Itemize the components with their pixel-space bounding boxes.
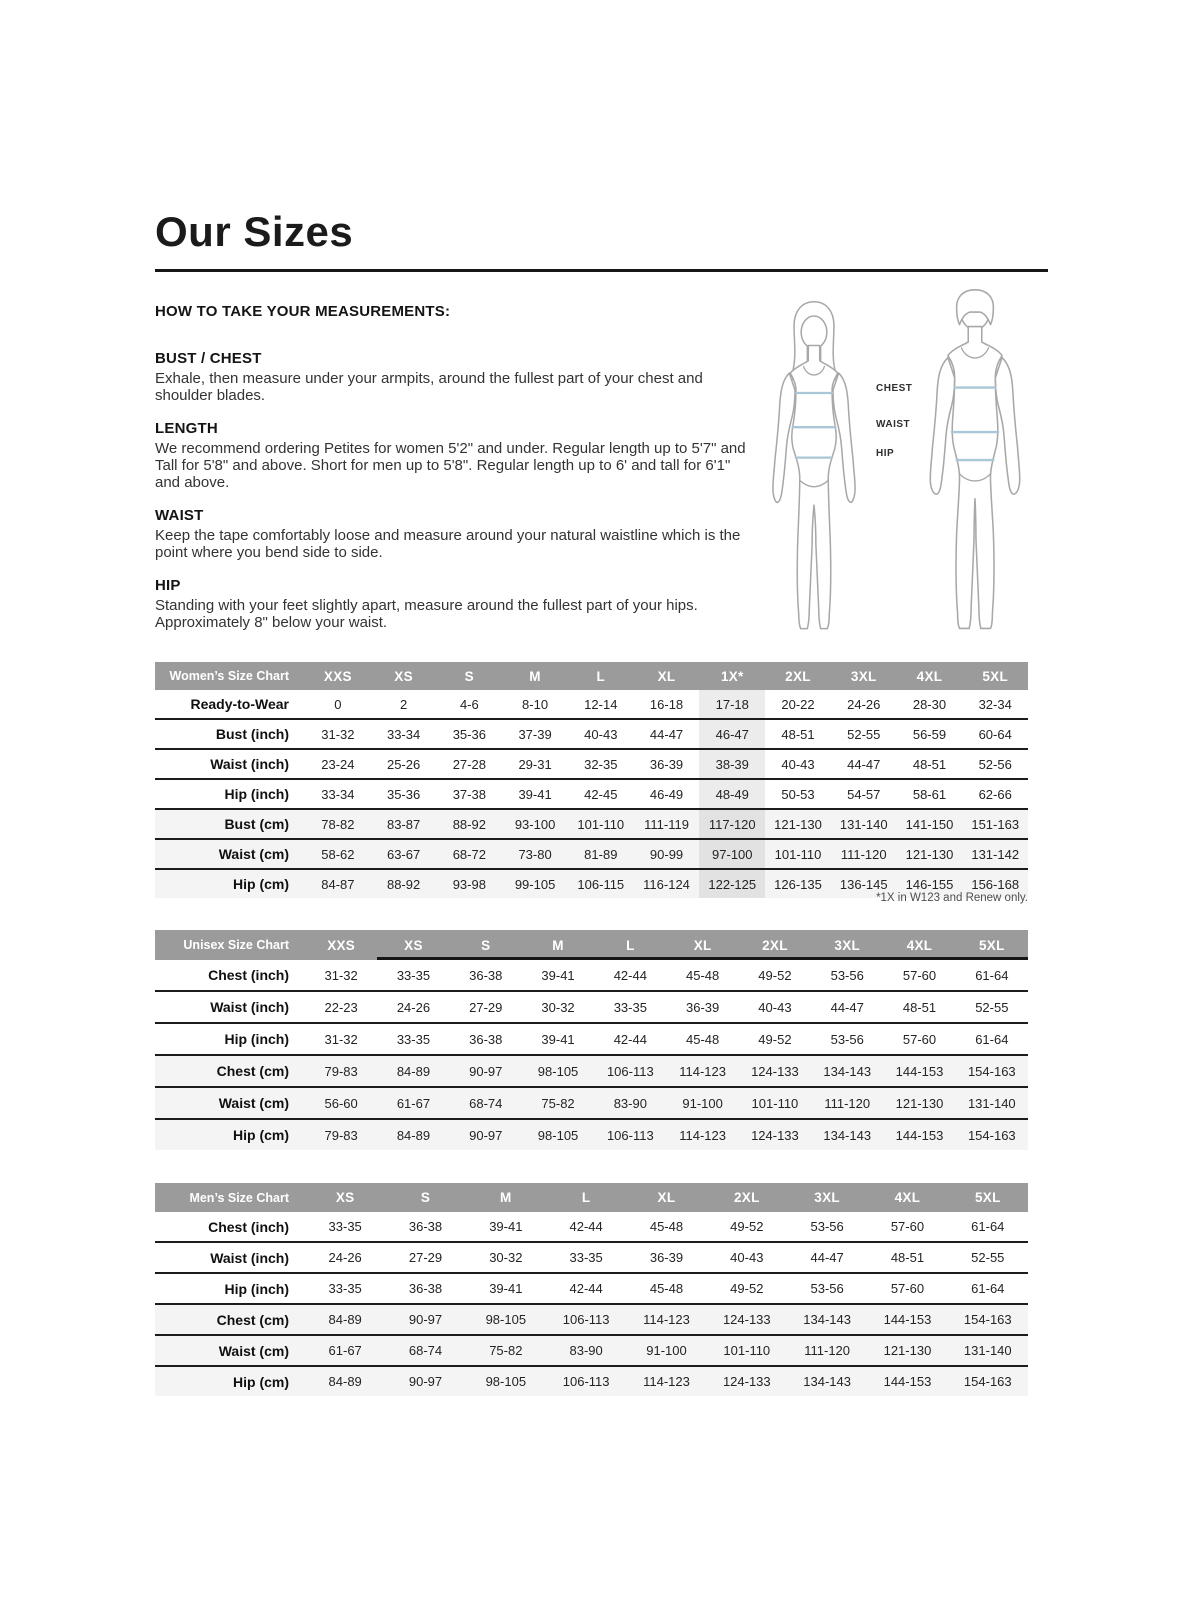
table-row bbox=[155, 780, 1028, 810]
column-header: 3XL bbox=[814, 1190, 840, 1205]
table-cell: 106-115 bbox=[568, 870, 634, 898]
table-cell: 36-38 bbox=[408, 1219, 443, 1234]
table-cell: 39-41 bbox=[541, 1031, 575, 1047]
table-cell: 52-55 bbox=[975, 999, 1009, 1015]
table-cell: 114-123 bbox=[666, 1056, 738, 1086]
table-cell: 33-35 bbox=[569, 1250, 603, 1265]
table-cell: 57-60 bbox=[902, 1031, 937, 1047]
table-cell: 90-99 bbox=[634, 840, 700, 868]
table-cell: 91-100 bbox=[626, 1336, 706, 1365]
table-cell: 39-41 bbox=[518, 786, 552, 802]
table-cell: 93-98 bbox=[436, 870, 502, 898]
table-cell: 45-48 bbox=[649, 1281, 684, 1296]
table-title: Unisex Size Chart bbox=[183, 938, 289, 952]
section-body: Standing with your feet slightly apart, measure around the fullest part of your hips. Approximately 8" below your waist. bbox=[155, 597, 698, 631]
table-cell: 154-163 bbox=[956, 1056, 1028, 1086]
table-cell: 31-32 bbox=[324, 967, 358, 983]
table-cell: 134-143 bbox=[787, 1305, 867, 1334]
table-cell: 52-55 bbox=[971, 1250, 1005, 1265]
row-label: Hip (cm) bbox=[155, 1367, 305, 1396]
table-cell: 98-105 bbox=[466, 1305, 546, 1334]
table-cell: 134-143 bbox=[787, 1367, 867, 1396]
table-cell: 40-43 bbox=[584, 726, 618, 742]
womens-table-footnote: *1X in W123 and Renew only. bbox=[876, 892, 1028, 904]
row-label: Waist (cm) bbox=[155, 840, 305, 868]
table-cell: 42-44 bbox=[613, 1031, 647, 1047]
table-cell: 134-143 bbox=[811, 1120, 883, 1150]
column-header: 5XL bbox=[956, 930, 1028, 960]
table-row bbox=[155, 1305, 1028, 1336]
column-header: S bbox=[420, 1190, 431, 1205]
table-cell: 79-83 bbox=[305, 1120, 377, 1150]
table-cell: 61-67 bbox=[377, 1088, 449, 1118]
table-cell: 98-105 bbox=[522, 1056, 594, 1086]
row-label: Hip (inch) bbox=[224, 786, 289, 802]
table-row bbox=[155, 1120, 1028, 1150]
table-cell: 98-105 bbox=[522, 1120, 594, 1150]
table-cell: 90-97 bbox=[385, 1305, 465, 1334]
row-label: Waist (cm) bbox=[155, 1088, 305, 1118]
table-cell: 121-130 bbox=[897, 840, 963, 868]
column-header: 2XL bbox=[785, 668, 811, 684]
column-header: L bbox=[596, 668, 606, 684]
table-cell: 60-64 bbox=[978, 726, 1012, 742]
table-cell: 33-35 bbox=[328, 1219, 362, 1234]
table-cell: 50-53 bbox=[781, 786, 815, 802]
man-figure-illustration bbox=[912, 284, 1038, 642]
row-label: Waist (cm) bbox=[155, 1336, 305, 1365]
table-cell: 88-92 bbox=[371, 870, 437, 898]
table-cell: 68-74 bbox=[450, 1088, 522, 1118]
column-header: XL bbox=[657, 668, 676, 684]
table-cell: 144-153 bbox=[867, 1367, 947, 1396]
row-label: Bust (cm) bbox=[155, 810, 305, 838]
instructions-heading: HOW TO TAKE YOUR MEASUREMENTS: bbox=[155, 303, 451, 320]
table-cell: 61-64 bbox=[975, 1031, 1009, 1047]
table-cell: 90-97 bbox=[450, 1056, 522, 1086]
table-cell: 131-140 bbox=[956, 1088, 1028, 1118]
table-cell: 114-123 bbox=[626, 1367, 706, 1396]
table-cell: 88-92 bbox=[436, 810, 502, 838]
table-cell: 52-56 bbox=[978, 756, 1012, 772]
table-cell: 40-43 bbox=[781, 756, 815, 772]
table-cell: 37-39 bbox=[518, 726, 552, 742]
column-header: 5XL bbox=[974, 1190, 1001, 1205]
table-cell: 27-28 bbox=[452, 756, 486, 772]
table-cell: 46-47 bbox=[699, 720, 765, 748]
table-cell: 29-31 bbox=[518, 756, 552, 772]
table-cell: 83-90 bbox=[546, 1336, 626, 1365]
column-header: XXS bbox=[327, 937, 356, 953]
table-cell: 32-34 bbox=[978, 696, 1012, 712]
table-cell: 37-38 bbox=[452, 786, 486, 802]
table-cell: 32-35 bbox=[584, 756, 618, 772]
table-cell: 121-130 bbox=[867, 1336, 947, 1365]
table-cell: 24-26 bbox=[396, 999, 431, 1015]
table-title: Men’s Size Chart bbox=[189, 1190, 289, 1205]
table-cell: 122-125 bbox=[699, 870, 765, 898]
table-cell: 44-47 bbox=[810, 1250, 844, 1265]
table-cell: 156-168 bbox=[962, 870, 1028, 898]
table-cell: 73-80 bbox=[502, 840, 568, 868]
table-cell: 35-36 bbox=[452, 726, 486, 742]
table-cell: 36-38 bbox=[469, 967, 503, 983]
waist-measure-label: WAIST bbox=[876, 419, 911, 430]
table-cell: 54-57 bbox=[847, 786, 881, 802]
table-cell: 90-97 bbox=[385, 1367, 465, 1396]
row-label: Chest (cm) bbox=[155, 1056, 305, 1086]
table-cell: 48-51 bbox=[781, 726, 815, 742]
table-header-row bbox=[155, 930, 1028, 960]
column-header: XS bbox=[394, 668, 413, 684]
table-cell: 44-47 bbox=[649, 726, 684, 742]
table-cell: 25-26 bbox=[386, 756, 421, 772]
table-cell: 114-123 bbox=[626, 1305, 706, 1334]
table-row bbox=[155, 810, 1028, 840]
table-cell: 131-140 bbox=[831, 810, 897, 838]
column-header: M bbox=[522, 930, 594, 960]
table-row bbox=[155, 840, 1028, 870]
table-cell: 106-113 bbox=[546, 1367, 626, 1396]
table-cell: 57-60 bbox=[890, 1219, 925, 1234]
section-bust-chest bbox=[155, 350, 755, 404]
table-cell: 48-51 bbox=[890, 1250, 925, 1265]
column-header: S bbox=[464, 668, 474, 684]
table-cell: 131-142 bbox=[962, 840, 1028, 868]
table-cell: 106-113 bbox=[594, 1056, 666, 1086]
table-cell: 114-123 bbox=[666, 1120, 738, 1150]
table-cell: 4-6 bbox=[459, 696, 479, 712]
row-label: Chest (inch) bbox=[208, 967, 289, 983]
section-body: Keep the tape comfortably loose and measure around your natural waistline which is the point where you bend side to side. bbox=[155, 527, 741, 561]
table-cell: 124-133 bbox=[707, 1367, 787, 1396]
row-label: Hip (inch) bbox=[224, 1031, 289, 1047]
column-header: XXS bbox=[323, 668, 352, 684]
table-cell: 84-89 bbox=[377, 1120, 449, 1150]
section-length bbox=[155, 420, 755, 491]
table-cell: 144-153 bbox=[883, 1120, 955, 1150]
table-cell: 36-39 bbox=[649, 756, 684, 772]
table-cell: 36-39 bbox=[686, 999, 720, 1015]
chest-measure-label: CHEST bbox=[876, 383, 913, 394]
table-cell: 45-48 bbox=[649, 1219, 684, 1234]
table-cell: 154-163 bbox=[948, 1305, 1028, 1334]
measurement-instructions bbox=[155, 303, 755, 647]
column-header: XL bbox=[666, 930, 738, 960]
table-cell: 68-74 bbox=[385, 1336, 465, 1365]
column-header: 3XL bbox=[850, 668, 877, 684]
table-cell: 53-56 bbox=[810, 1219, 844, 1234]
table-cell: 106-113 bbox=[546, 1305, 626, 1334]
mens-size-chart-table bbox=[155, 1183, 1028, 1396]
table-cell: 44-47 bbox=[847, 756, 881, 772]
row-label: Ready-to-Wear bbox=[190, 696, 289, 712]
table-cell: 78-82 bbox=[305, 810, 371, 838]
table-cell: 39-41 bbox=[489, 1219, 523, 1234]
table-row bbox=[155, 720, 1028, 750]
table-cell: 61-64 bbox=[975, 967, 1009, 983]
table-cell: 24-26 bbox=[328, 1250, 362, 1265]
table-cell: 23-24 bbox=[321, 756, 355, 772]
table-cell: 106-113 bbox=[594, 1120, 666, 1150]
column-header: 5XL bbox=[982, 668, 1009, 684]
table-cell: 124-133 bbox=[739, 1056, 811, 1086]
table-cell: 45-48 bbox=[686, 1031, 720, 1047]
column-header: 1X* bbox=[720, 668, 744, 684]
table-cell: 33-35 bbox=[613, 999, 647, 1015]
table-cell: 124-133 bbox=[707, 1305, 787, 1334]
table-cell: 56-60 bbox=[305, 1088, 377, 1118]
row-label: Chest (inch) bbox=[208, 1218, 289, 1235]
section-heading: WAIST bbox=[155, 507, 204, 524]
row-label: Hip (cm) bbox=[155, 1120, 305, 1150]
table-cell: 84-87 bbox=[305, 870, 371, 898]
column-header: L bbox=[594, 930, 666, 960]
table-cell: 22-23 bbox=[324, 999, 358, 1015]
table-cell: 27-29 bbox=[408, 1250, 443, 1265]
table-cell: 111-120 bbox=[831, 840, 897, 868]
table-cell: 58-62 bbox=[305, 840, 371, 868]
table-cell: 117-120 bbox=[699, 810, 765, 838]
table-cell: 111-119 bbox=[634, 810, 700, 838]
table-header-row bbox=[155, 662, 1028, 690]
table-cell: 27-29 bbox=[469, 999, 503, 1015]
unisex-size-chart-table bbox=[155, 930, 1028, 1150]
woman-figure-illustration bbox=[766, 298, 862, 640]
table-cell: 48-49 bbox=[699, 780, 765, 808]
table-cell: 83-90 bbox=[594, 1088, 666, 1118]
table-cell: 116-124 bbox=[634, 870, 700, 898]
table-cell: 90-97 bbox=[450, 1120, 522, 1150]
table-header-row bbox=[155, 1183, 1028, 1212]
table-cell: 84-89 bbox=[305, 1305, 385, 1334]
table-cell: 42-44 bbox=[569, 1219, 603, 1234]
table-cell: 49-52 bbox=[730, 1219, 764, 1234]
table-cell: 154-163 bbox=[956, 1120, 1028, 1150]
table-cell: 33-35 bbox=[328, 1281, 362, 1296]
table-cell: 68-72 bbox=[436, 840, 502, 868]
section-heading: LENGTH bbox=[155, 420, 218, 437]
table-cell: 49-52 bbox=[758, 967, 792, 983]
table-cell: 0 bbox=[334, 696, 342, 712]
table-cell: 46-49 bbox=[649, 786, 684, 802]
table-cell: 45-48 bbox=[686, 967, 720, 983]
table-cell: 36-39 bbox=[649, 1250, 684, 1265]
table-cell: 99-105 bbox=[502, 870, 568, 898]
table-cell: 121-130 bbox=[765, 810, 831, 838]
table-cell: 75-82 bbox=[522, 1088, 594, 1118]
table-cell: 154-163 bbox=[948, 1367, 1028, 1396]
womens-size-chart-table bbox=[155, 662, 1028, 898]
table-cell: 36-38 bbox=[469, 1031, 503, 1047]
column-header: M bbox=[500, 1190, 512, 1205]
column-header: 4XL bbox=[916, 668, 943, 684]
table-cell: 111-120 bbox=[787, 1336, 867, 1365]
table-cell: 33-34 bbox=[386, 726, 421, 742]
row-label: Waist (inch) bbox=[210, 999, 289, 1015]
hip-measure-label: HIP bbox=[876, 448, 895, 459]
table-cell: 30-32 bbox=[489, 1250, 523, 1265]
table-cell: 49-52 bbox=[758, 1031, 792, 1047]
table-cell: 53-56 bbox=[810, 1281, 844, 1296]
section-body: Exhale, then measure under your armpits, around the fullest part of your chest and shoulder blades. bbox=[155, 370, 703, 404]
table-cell: 42-44 bbox=[569, 1281, 603, 1296]
table-cell: 36-38 bbox=[408, 1281, 443, 1296]
table-cell: 53-56 bbox=[830, 1031, 864, 1047]
column-header: M bbox=[529, 668, 541, 684]
table-cell: 63-67 bbox=[371, 840, 437, 868]
table-cell: 151-163 bbox=[962, 810, 1028, 838]
table-cell: 93-100 bbox=[502, 810, 568, 838]
table-row bbox=[155, 690, 1028, 720]
column-header: 2XL bbox=[739, 930, 811, 960]
table-cell: 84-89 bbox=[377, 1056, 449, 1086]
table-cell: 79-83 bbox=[305, 1056, 377, 1086]
row-label: Waist (inch) bbox=[210, 1249, 289, 1266]
table-title: Women’s Size Chart bbox=[169, 669, 289, 683]
table-row bbox=[155, 992, 1028, 1024]
table-cell: 12-14 bbox=[584, 696, 618, 712]
table-cell: 49-52 bbox=[730, 1281, 764, 1296]
title-divider-rule bbox=[155, 269, 1048, 272]
table-cell: 33-35 bbox=[396, 967, 431, 983]
table-cell: 136-145 bbox=[831, 870, 897, 898]
column-header: XS bbox=[335, 1190, 355, 1205]
table-cell: 141-150 bbox=[897, 810, 963, 838]
column-header: XS bbox=[377, 930, 449, 960]
row-label: Chest (cm) bbox=[155, 1305, 305, 1334]
table-cell: 121-130 bbox=[883, 1088, 955, 1118]
table-cell: 42-44 bbox=[613, 967, 647, 983]
row-label: Hip (inch) bbox=[224, 1280, 289, 1297]
table-cell: 38-39 bbox=[699, 750, 765, 778]
table-cell: 75-82 bbox=[466, 1336, 546, 1365]
table-cell: 31-32 bbox=[324, 1031, 358, 1047]
table-cell: 146-155 bbox=[897, 870, 963, 898]
table-cell: 61-67 bbox=[305, 1336, 385, 1365]
table-cell: 98-105 bbox=[466, 1367, 546, 1396]
table-cell: 58-61 bbox=[912, 786, 947, 802]
table-row bbox=[155, 1212, 1028, 1243]
table-cell: 101-110 bbox=[765, 840, 831, 868]
table-cell: 28-30 bbox=[912, 696, 947, 712]
table-row bbox=[155, 960, 1028, 992]
table-cell: 48-51 bbox=[902, 999, 937, 1015]
table-cell: 48-51 bbox=[912, 756, 947, 772]
table-cell: 131-140 bbox=[948, 1336, 1028, 1365]
column-header: 3XL bbox=[811, 930, 883, 960]
table-cell: 39-41 bbox=[541, 967, 575, 983]
table-cell: 144-153 bbox=[867, 1305, 947, 1334]
table-cell: 53-56 bbox=[830, 967, 864, 983]
column-header: S bbox=[450, 930, 522, 960]
table-cell: 83-87 bbox=[371, 810, 437, 838]
table-row bbox=[155, 1024, 1028, 1056]
table-cell: 97-100 bbox=[699, 840, 765, 868]
table-cell: 42-45 bbox=[584, 786, 618, 802]
column-header: 4XL bbox=[883, 930, 955, 960]
table-cell: 62-66 bbox=[978, 786, 1012, 802]
column-header: L bbox=[581, 1190, 591, 1205]
table-row bbox=[155, 750, 1028, 780]
table-row bbox=[155, 1336, 1028, 1367]
table-row bbox=[155, 1088, 1028, 1120]
table-cell: 30-32 bbox=[541, 999, 575, 1015]
column-header: 2XL bbox=[733, 1190, 760, 1205]
table-cell: 16-18 bbox=[649, 696, 684, 712]
table-cell: 40-43 bbox=[730, 1250, 764, 1265]
table-cell: 35-36 bbox=[386, 786, 421, 802]
section-body: We recommend ordering Petites for women 5'2" and under. Regular length up to 5'7" and Tall for 5'8" and above. Short for men up to 5'8". Regular length up to 6' and tall for 6'1" and above. bbox=[155, 440, 746, 491]
section-waist bbox=[155, 507, 755, 561]
table-cell: 61-64 bbox=[971, 1281, 1005, 1296]
table-cell: 31-32 bbox=[321, 726, 355, 742]
table-cell: 84-89 bbox=[305, 1367, 385, 1396]
table-cell: 81-89 bbox=[568, 840, 634, 868]
section-hip bbox=[155, 577, 755, 631]
table-cell: 44-47 bbox=[830, 999, 864, 1015]
table-cell: 101-110 bbox=[568, 810, 634, 838]
section-heading: BUST / CHEST bbox=[155, 350, 262, 367]
column-header: XL bbox=[657, 1190, 676, 1205]
row-label: Waist (inch) bbox=[210, 756, 289, 772]
table-cell: 101-110 bbox=[707, 1336, 787, 1365]
table-cell: 111-120 bbox=[811, 1088, 883, 1118]
table-row bbox=[155, 1243, 1028, 1274]
table-cell: 134-143 bbox=[811, 1056, 883, 1086]
table-cell: 39-41 bbox=[489, 1281, 523, 1296]
table-cell: 52-55 bbox=[847, 726, 881, 742]
table-row bbox=[155, 1367, 1028, 1396]
column-header: 4XL bbox=[894, 1190, 921, 1205]
page-title: Our Sizes bbox=[155, 208, 354, 255]
table-cell: 8-10 bbox=[522, 696, 549, 712]
table-cell: 40-43 bbox=[758, 999, 792, 1015]
table-cell: 24-26 bbox=[847, 696, 881, 712]
table-cell: 17-18 bbox=[699, 690, 765, 718]
table-cell: 91-100 bbox=[666, 1088, 738, 1118]
table-cell: 20-22 bbox=[781, 696, 815, 712]
table-cell: 33-35 bbox=[396, 1031, 431, 1047]
table-cell: 33-34 bbox=[321, 786, 355, 802]
table-row bbox=[155, 1274, 1028, 1305]
table-row bbox=[155, 1056, 1028, 1088]
table-cell: 61-64 bbox=[971, 1219, 1005, 1234]
table-cell: 57-60 bbox=[890, 1281, 925, 1296]
table-cell: 144-153 bbox=[883, 1056, 955, 1086]
table-cell: 126-135 bbox=[765, 870, 831, 898]
table-cell: 2 bbox=[399, 696, 408, 712]
table-cell: 57-60 bbox=[902, 967, 937, 983]
table-cell: 124-133 bbox=[739, 1120, 811, 1150]
table-cell: 101-110 bbox=[739, 1088, 811, 1118]
section-heading: HIP bbox=[155, 577, 181, 594]
row-label: Hip (cm) bbox=[155, 870, 305, 898]
row-label: Bust (inch) bbox=[215, 726, 289, 742]
table-cell: 56-59 bbox=[912, 726, 947, 742]
